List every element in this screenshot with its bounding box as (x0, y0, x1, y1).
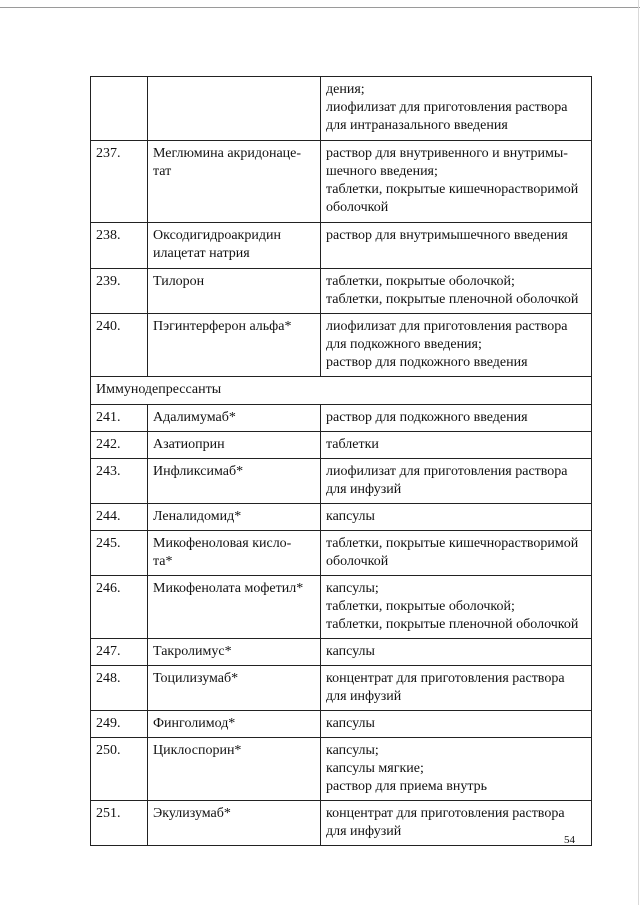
dosage-form-cell (321, 77, 592, 141)
dosage-form-cell (321, 314, 592, 377)
group-header-row (91, 377, 592, 405)
table-row (91, 405, 592, 432)
drug-name-line: Экулизумаб* (153, 806, 231, 821)
dosage-form-line: капсулы (326, 716, 375, 731)
drug-name-cell (148, 738, 321, 801)
drug-name-line: Циклоспорин* (153, 743, 242, 758)
dosage-form-line: раствор для приема внутрь (326, 779, 488, 794)
row-number: 240. (91, 314, 148, 377)
drug-name-line: Леналидомид* (153, 509, 242, 524)
dosage-form-line: шечного введения; (326, 164, 438, 179)
drug-name-cell (148, 531, 321, 576)
drug-name-line: Пэгинтерферон альфа* (153, 319, 292, 334)
table-row (91, 314, 592, 377)
drug-name-cell (148, 77, 321, 141)
drug-name-line: Адалимумаб* (153, 410, 236, 425)
dosage-form-line: для инфузий (326, 482, 402, 497)
row-number: 242. (91, 432, 148, 459)
drug-table (90, 76, 592, 846)
dosage-form-line: для интраназального введения (326, 118, 508, 133)
drug-name-line: тат (153, 164, 172, 179)
row-number: 245. (91, 531, 148, 576)
table-row (91, 711, 592, 738)
drug-name-line: Тоцилизумаб* (153, 671, 239, 686)
dosage-form-cell (321, 666, 592, 711)
table-row (91, 504, 592, 531)
drug-name-line: Финголимод* (153, 716, 236, 731)
dosage-form-line: лиофилизат для приготовления раствора (326, 464, 568, 479)
dosage-form-line: таблетки, покрытые оболочкой; (326, 274, 515, 289)
dosage-form-line: концентрат для приготовления раствора (326, 806, 565, 821)
drug-name-line: Азатиоприн (153, 437, 225, 452)
drug-name-cell (148, 504, 321, 531)
drug-name-cell (148, 711, 321, 738)
dosage-form-cell (321, 576, 592, 639)
drug-name-line: та* (153, 554, 173, 569)
row-number: 248. (91, 666, 148, 711)
table-row (91, 269, 592, 314)
dosage-form-line: для инфузий (326, 824, 402, 839)
group-label: Иммунодепрессанты (91, 377, 592, 405)
drug-name-line: Микофенолата мофетил* (153, 581, 304, 596)
row-number: 241. (91, 405, 148, 432)
drug-name-cell (148, 666, 321, 711)
page-number: 54 (564, 834, 575, 846)
dosage-form-line: таблетки, покрытые оболочкой; (326, 599, 515, 614)
dosage-form-cell (321, 432, 592, 459)
table-row (91, 576, 592, 639)
drug-name-line: илацетат натрия (153, 246, 250, 261)
dosage-form-line: капсулы мягкие; (326, 761, 424, 776)
dosage-form-line: раствор для подкожного введения (326, 410, 528, 425)
row-number: 238. (91, 223, 148, 269)
table-row (91, 459, 592, 504)
table-row (91, 432, 592, 459)
dosage-form-line: капсулы; (326, 743, 379, 758)
table-row (91, 666, 592, 711)
table-row (91, 223, 592, 269)
drug-name-cell (148, 314, 321, 377)
table-row (91, 639, 592, 666)
dosage-form-line: таблетки, покрытые кишечнорастворимой (326, 536, 579, 551)
drug-name-line: Оксодигидроакридин (153, 228, 281, 243)
drug-name-line: Микофеноловая кисло- (153, 536, 292, 551)
dosage-form-cell (321, 504, 592, 531)
dosage-form-line: для подкожного введения; (326, 337, 482, 352)
table-row (91, 801, 592, 846)
table-row (91, 141, 592, 223)
dosage-form-line: таблетки, покрытые пленочной оболочкой (326, 617, 579, 632)
drug-name-cell (148, 223, 321, 269)
drug-name-line: Тилорон (153, 274, 205, 289)
dosage-form-cell (321, 738, 592, 801)
right-scan-edge (638, 0, 639, 905)
drug-name-cell (148, 639, 321, 666)
dosage-form-line: раствор для внутримышечного введения (326, 228, 568, 243)
table-row (91, 738, 592, 801)
row-number (91, 77, 148, 141)
dosage-form-cell (321, 531, 592, 576)
dosage-form-line: раствор для подкожного введения (326, 355, 528, 370)
row-number: 244. (91, 504, 148, 531)
row-number: 251. (91, 801, 148, 846)
dosage-form-line: для инфузий (326, 689, 402, 704)
dosage-form-cell (321, 269, 592, 314)
dosage-form-line: таблетки, покрытые кишечнорастворимой (326, 182, 579, 197)
dosage-form-cell (321, 639, 592, 666)
row-number: 237. (91, 141, 148, 223)
dosage-form-line: лиофилизат для приготовления раствора (326, 319, 568, 334)
drug-name-cell (148, 269, 321, 314)
dosage-form-cell (321, 801, 592, 846)
row-number: 250. (91, 738, 148, 801)
dosage-form-line: капсулы; (326, 581, 379, 596)
dosage-form-cell (321, 459, 592, 504)
dosage-form-line: капсулы (326, 644, 375, 659)
dosage-form-line: капсулы (326, 509, 375, 524)
row-number: 239. (91, 269, 148, 314)
dosage-form-cell (321, 223, 592, 269)
top-scan-line (0, 7, 640, 8)
drug-name-cell (148, 141, 321, 223)
dosage-form-line: раствор для внутривенного и внутримы- (326, 146, 568, 161)
row-number: 249. (91, 711, 148, 738)
dosage-form-cell (321, 711, 592, 738)
row-number: 247. (91, 639, 148, 666)
drug-name-cell (148, 459, 321, 504)
drug-name-line: Такролимус* (153, 644, 232, 659)
dosage-form-line: концентрат для приготовления раствора (326, 671, 565, 686)
dosage-form-cell (321, 141, 592, 223)
dosage-form-line: оболочкой (326, 200, 389, 215)
drug-name-line: Меглюмина акридонаце- (153, 146, 302, 161)
row-number: 243. (91, 459, 148, 504)
drug-name-line: Инфликсимаб* (153, 464, 244, 479)
table-row (91, 531, 592, 576)
dosage-form-line: оболочкой (326, 554, 389, 569)
drug-name-cell (148, 405, 321, 432)
row-number: 246. (91, 576, 148, 639)
dosage-form-line: лиофилизат для приготовления раствора (326, 100, 568, 115)
drug-name-cell (148, 576, 321, 639)
drug-name-cell (148, 801, 321, 846)
table-row (91, 77, 592, 141)
drug-table-body (91, 77, 592, 846)
dosage-form-line: таблетки, покрытые пленочной оболочкой (326, 292, 579, 307)
dosage-form-line: таблетки (326, 437, 379, 452)
drug-name-cell (148, 432, 321, 459)
dosage-form-cell (321, 405, 592, 432)
dosage-form-line: дения; (326, 82, 365, 97)
